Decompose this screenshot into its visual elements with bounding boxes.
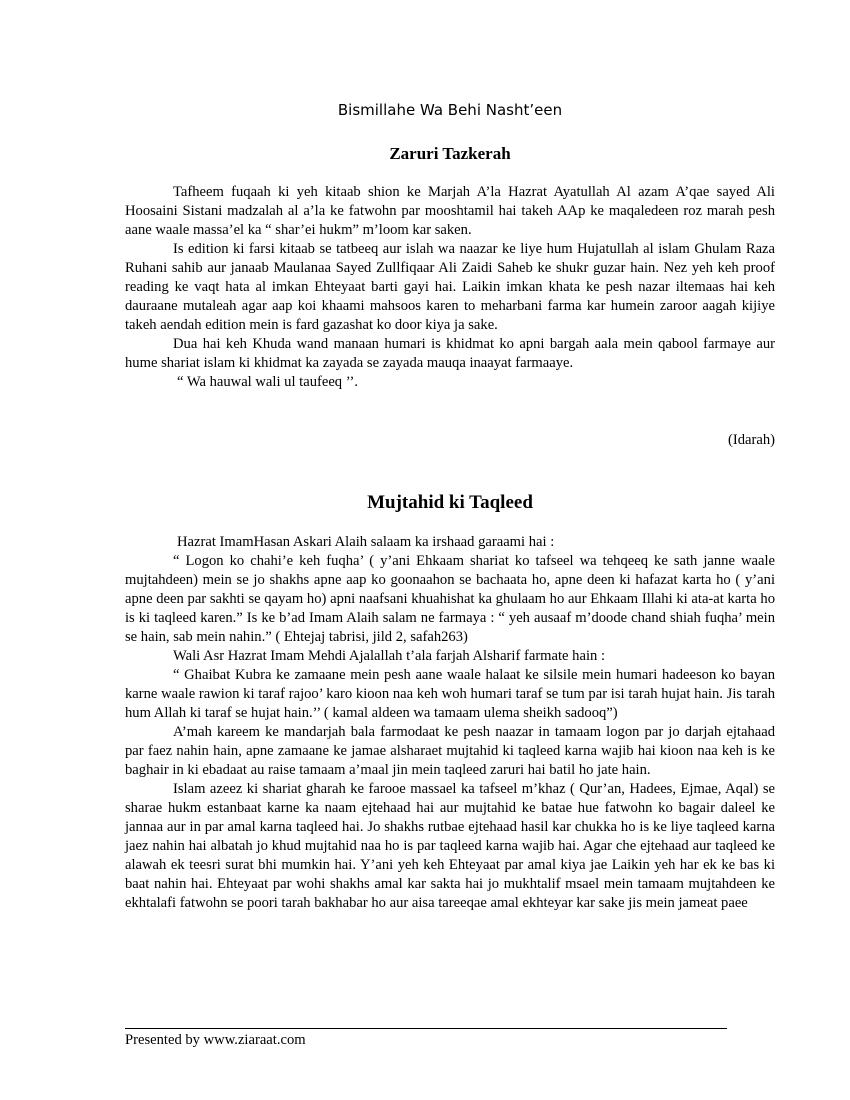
section-heading-zaruri-tazkerah: Zaruri Tazkerah	[389, 144, 511, 163]
section-body-mujtahid-ki-taqleed	[125, 533, 775, 913]
footer-divider	[125, 1028, 727, 1029]
paragraph: Is edition ki farsi kitaab se tatbeeq aur islah wa naazar ke liye hum Hujatullah al islam Ghulam Raza Ruhani sahib aur janaab Maulanaa Sayed Zullfiqaar Ali Zaidi Saheb ke shukr guzar hain. Nez yeh keh proof reading ke vaqt hata al imkan Ehteyaat barti gayi hai. Laikin imkan khata ke pesh nazar iltemaas hai keh dauraane mutaleah agar aap koi khaami mahsoos karen to meharbani farma kar humein zaroor aagah kijiye takeh aendah edition mein is fard gazashat ko door kiya ja sake.	[125, 241, 775, 333]
section-heading-mujtahid-ki-taqleed: Mujtahid ki Taqleed	[367, 492, 533, 513]
paragraph: Dua hai keh Khuda wand manaan humari is khidmat ko apni bargah aala mein qabool farmaye aur hume shariat islam ki khidmat ka zayada se zayada mauqa inaayat farmaaye.	[125, 336, 775, 371]
paragraph: “ Logon ko chahi’e keh fuqha’ ( y’ani Ehkaam shariat ko tafseel wa tehqeeq ke sath janne waale mujtahdeen) mein se jo shakhs apne aap ko goonaahon se bachaata ho, apne deen ki hafazat karta ho ( y’ani apne deen par sakhti se qayam ho) apni naafsani khuahishat ka ghulaam ho aur Ehkaam Illahi ki ata-at karta ho is ki taqleed karen.” Is ke b’ad Imam Alaih salam ne farmaya : “ yeh ausaaf m’doode chand shiah fuqha’ mein se hain, sab mein nahin.” ( Ehtejaj tabrisi, jild 2, safah263)	[125, 553, 775, 645]
section-body-zaruri-tazkerah	[125, 183, 775, 392]
footer-text: Presented by www.ziaraat.com	[125, 1032, 306, 1048]
signature: (Idarah)	[728, 432, 775, 448]
paragraph: Islam azeez ki shariat gharah ke farooe massael ka tafseel m’khaz ( Qur’an, Hadees, Ejmae, Aqal) se sharae hukm estanbaat karne ka naam ejtehaad hai aur mujtahid ke batae hue fatwohn ko bagair daleel ke jannaa aur in par amal karna taqleed hai. Jo shakhs rutbae ejtehaad hasil kar chukka ho is ke liye taqleed karna jaez nahin hai albatah jo khud mujtahid naa ho is par taqleed karna wajib hai. Agar che ejtehaad aur taqleed ke alawah ek teesri surat bhi mumkin hai. Y’ani yeh keh Ehteyaat par amal kiya jae Laikin yeh har ek ke bas ki baat nahin hai. Ehteyaat par wohi shakhs amal kar sakta hai jo mukhtalif msael mein tamaam mujtahdeen ke ekhtalafi fatwohn se poori tarah bakhabar ho aur aisa tareeqae amal ekhteyar kar sake jis mein jameat paee	[125, 781, 775, 911]
paragraph: Tafheem fuqaah ki yeh kitaab shion ke Marjah A’la Hazrat Ayatullah Al azam A’qae sayed Ali Hoosaini Sistani madzalah al a’la ke fatwohn par mooshtamil hai takeh AAp ke maqaledeen roz marah pesh aane waale massa’el ka “ shar’ei hukm” m’loom kar saken.	[125, 184, 775, 238]
paragraph: Wali Asr Hazrat Imam Mehdi Ajalallah t’ala farjah Alsharif farmate hain :	[173, 648, 606, 664]
paragraph: “ Wa hauwal wali ul taufeeq ’’.	[177, 374, 359, 390]
document-title: Bismillahe Wa Behi Nasht’een	[337, 101, 563, 119]
paragraph: “ Ghaibat Kubra ke zamaane mein pesh aane waale halaat ke silsile mein humari hadeeson ko bayan karne waale rawion ki taraf rajoo’ karo kioon naa keh woh humari taraf se tum par isi tarah hujat hain. Jis tarah hum Allah ki taraf se hujat hain.’’ ( kamal aldeen wa tamaam ulema sheikh sadooq”)	[125, 667, 775, 721]
paragraph: Hazrat ImamHasan Askari Alaih salaam ka irshaad garaami hai :	[177, 534, 555, 550]
paragraph: A’mah kareem ke mandarjah bala farmodaat ke pesh naazar in tamaam logon par jo darjah ejtahaad par faez nahin hain, apne zamaane ke jamae alsharaet mujtahid ki taqleed karna wajib hai kioon naa keh is ke baghair in ki ebadaat au raise tamaam a’maal jin mein taqleed zaruri hai batil ho jate hain.	[125, 724, 775, 778]
